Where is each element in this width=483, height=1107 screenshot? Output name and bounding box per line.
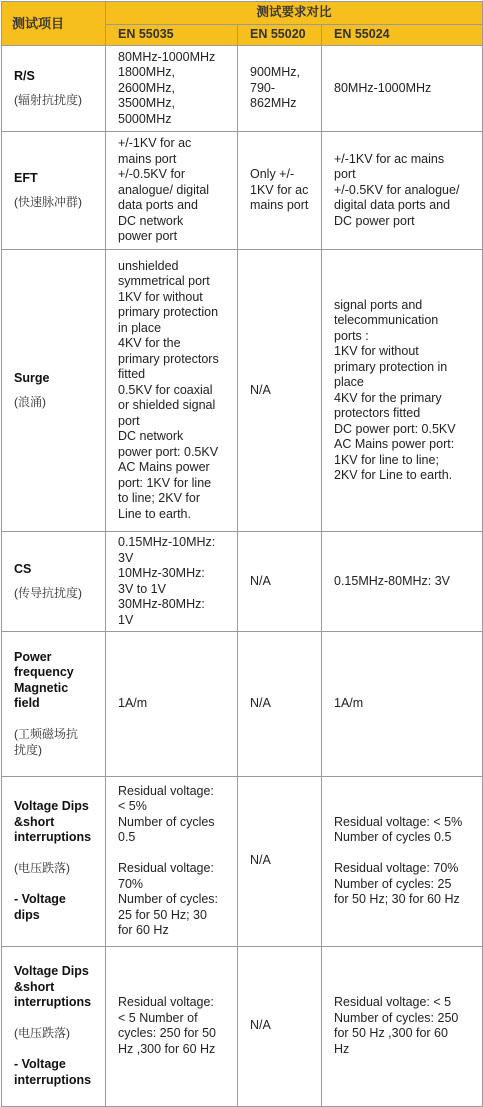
row-title: R/S (14, 69, 35, 83)
cell-en55020: 900MHz, 790- 862MHz (238, 46, 322, 132)
row-subtitle: (快速脉冲群) (14, 194, 82, 209)
row-subtitle: (传导抗扰度) (14, 585, 82, 600)
cell-en55035: Residual voltage: < 5 Number of cycles: 250 for 50 Hz ,300 for 60 Hz (106, 946, 238, 1106)
table-row-rs (2, 46, 483, 132)
cell-en55035: 1A/m (106, 632, 238, 777)
row-title-detail: - Voltage interruptions (14, 1057, 92, 1087)
cell-en55024: Residual voltage: < 5% Number of cycles 0.5 Residual voltage: 70% Number of cycles: 25 for 50 Hz; 30 for 60 Hz (322, 776, 483, 946)
cell-en55024: +/-1KV for ac mains port +/-0.5KV for analogue/ digital data ports and DC power port (322, 132, 483, 250)
row-title: Power frequency Magnetic field (14, 649, 74, 710)
row-title: Voltage Dips &short interruptions (14, 964, 92, 1009)
row-title: EFT (14, 171, 38, 185)
header-en55020: EN 55020 (238, 25, 322, 46)
cell-en55024: signal ports and telecommunication ports : 1KV for without primary protection in place 4KV for the primary protectors fitted DC power port: 0.5KV AC Mains power port: 1KV for line to line; 2KV for Line to earth. (322, 250, 483, 532)
row-title: Surge (14, 371, 50, 385)
table-row-cs (2, 532, 483, 632)
cell-en55024: Residual voltage: < 5 Number of cycles: 250 for 50 Hz ,300 for 60 Hz (322, 946, 483, 1106)
cell-en55020: N/A (238, 632, 322, 777)
table-row-surge (2, 250, 483, 532)
row-subtitle: (工频磁场抗 扰度) (14, 727, 78, 757)
cell-en55020: N/A (238, 946, 322, 1106)
cell-en55020: Only +/- 1KV for ac mains port (238, 132, 322, 250)
table-row-voltage-interruptions (2, 946, 483, 1106)
cell-en55024: 80MHz-1000MHz (322, 46, 483, 132)
cell-en55035: Residual voltage: < 5% Number of cycles 0.5 Residual voltage: 70% Number of cycles: 25 for 50 Hz; 30 for 60 Hz (106, 776, 238, 946)
row-title: CS (14, 562, 32, 576)
cell-en55020: N/A (238, 532, 322, 632)
cell-en55035: +/-1KV for ac mains port +/-0.5KV for analogue/ digital data ports and DC network power port (106, 132, 238, 250)
row-subtitle: (电压跌落) (14, 1026, 70, 1040)
row-subtitle: (电压跌落) (14, 861, 70, 875)
cell-en55035: unshielded symmetrical port 1KV for without primary protection in place 4KV for the primary protectors fitted 0.5KV for coaxial or shielded signal port DC network power port: 0.5KV AC Mains power port: 1KV for line to line; 2KV for Line to earth. (106, 250, 238, 532)
row-subtitle: (浪涌) (14, 394, 46, 409)
row-subtitle: (辐射抗扰度) (14, 92, 82, 107)
header-en55035: EN 55035 (106, 25, 238, 46)
table-row-power-frequency-magnetic-field (2, 632, 483, 777)
cell-en55020: N/A (238, 250, 322, 532)
cell-en55020: N/A (238, 776, 322, 946)
row-label-cell (2, 532, 106, 632)
table-row-eft (2, 132, 483, 250)
row-label-cell (2, 632, 106, 777)
row-title: Voltage Dips &short interruptions (14, 799, 92, 844)
header-test-item: 测试项目 (2, 2, 106, 46)
row-label-cell (2, 776, 106, 946)
cell-en55035: 80MHz-1000MHz 1800MHz, 2600MHz, 3500MHz, 5000MHz (106, 46, 238, 132)
header-en55024: EN 55024 (322, 25, 483, 46)
table-row-voltage-dips (2, 776, 483, 946)
emc-comparison-table (1, 1, 483, 1107)
row-label-cell (2, 250, 106, 532)
row-title-detail: - Voltage dips (14, 892, 66, 922)
row-label-cell (2, 946, 106, 1106)
row-label-cell (2, 132, 106, 250)
header-requirement-comparison: 测试要求对比 (106, 2, 483, 25)
cell-en55024: 0.15MHz-80MHz: 3V (322, 532, 483, 632)
cell-en55035: 0.15MHz-10MHz: 3V 10MHz-30MHz: 3V to 1V 30MHz-80MHz: 1V (106, 532, 238, 632)
row-label-cell (2, 46, 106, 132)
cell-en55024: 1A/m (322, 632, 483, 777)
